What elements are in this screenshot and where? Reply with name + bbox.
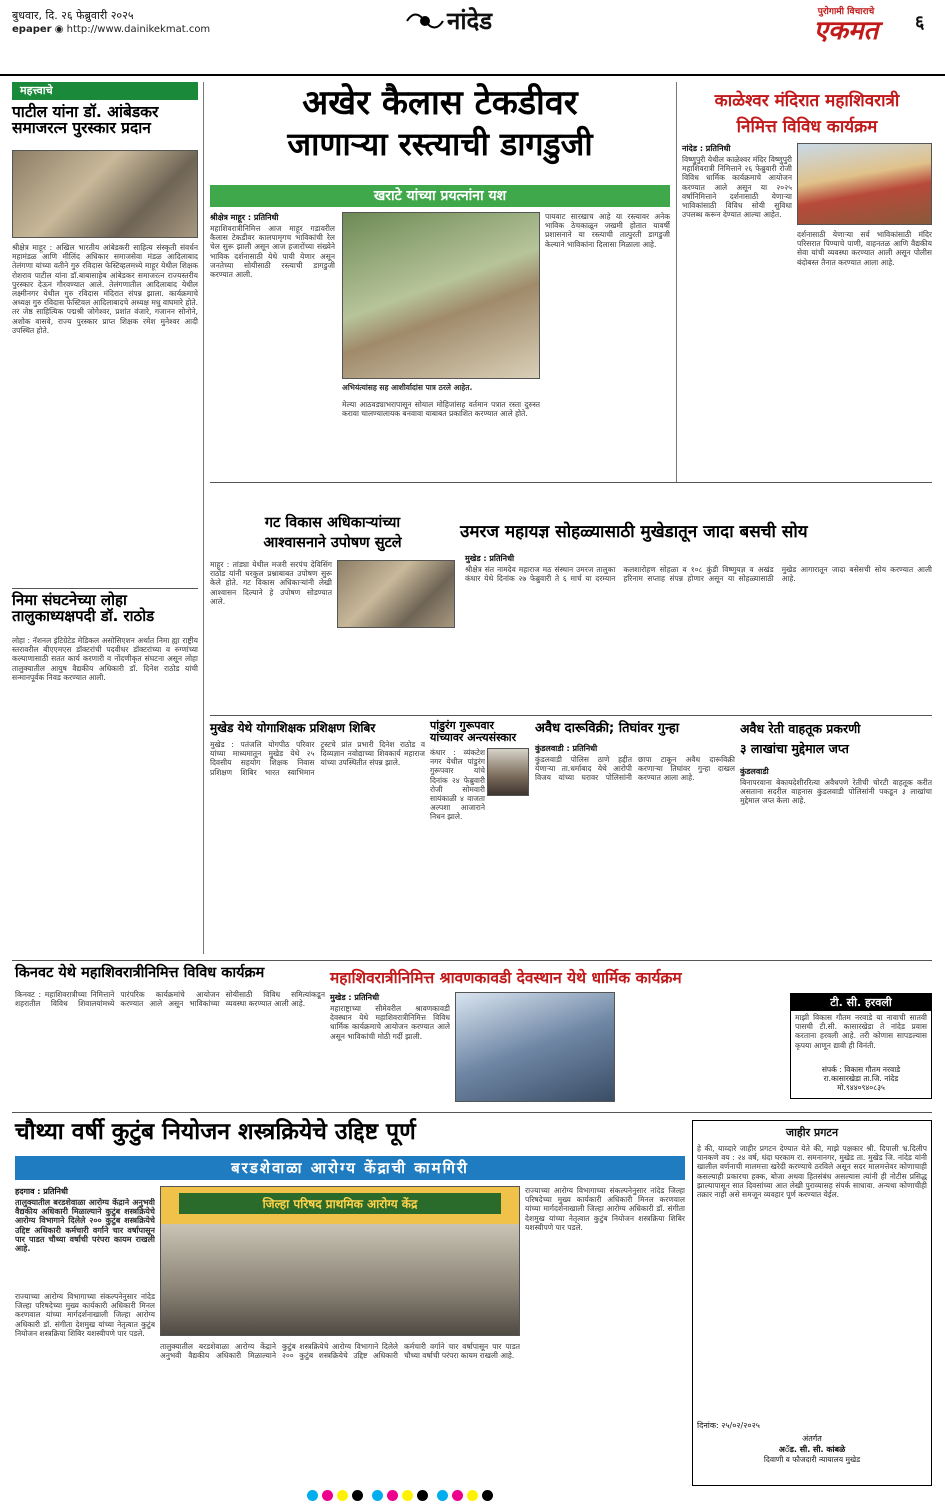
website-link[interactable]: http://www.dainikekmat.com — [66, 24, 211, 35]
shiva-photo — [455, 992, 615, 1102]
print-registration-marks — [305, 1486, 645, 1498]
lead-headline-2: जाणाऱ्या रस्त्याची डागडुजी — [287, 125, 593, 163]
tc-phone: मो.९४४०९४०८३५ — [837, 1083, 885, 1092]
divider — [210, 482, 932, 483]
family-lead: तालुक्यातील बरडशेवाळा आरोग्य केंद्राने अनुभवी वैद्यकीय अधिकारी मिळाल्याने कुटुंब शस्त्रक्रियेचे आरोग्य विभागाने दिलेले २०० कुटुंब शस्त्रक्रियेचे उद्दिष्ट अधिकारी कर्मचारी वर्गाने चार वर्षापासून पार पाडत चौथ्या वर्षाची परंपरा कायम राखली आहे. — [15, 1198, 155, 1254]
umraj-dateline: मुखेड : प्रतिनिधी — [465, 554, 515, 563]
liquor-headline: अवैध दारूविक्री; तिघांवर गुन्हा — [535, 721, 680, 736]
ornament-left-icon — [405, 6, 445, 36]
masthead — [0, 0, 945, 76]
brand-logo — [790, 4, 902, 50]
shravan-dateline: मुखेड : प्रतिनिधी — [330, 993, 380, 1002]
gat-body: माहूर : तांड्या येथील मजरी सरपंच देविसिंग राठोड यांनी घरकुल प्रश्नाबाबत उपोषण सुरू केले होते. गट विकास अधिकाऱ्यांनी लेखी आश्वासन दिल्याने हे उपोषण सोडण्यात आले. — [210, 560, 332, 606]
lead-dateline: श्रीक्षेत्र माहूर : प्रतिनिधी — [210, 213, 279, 222]
brand-tagline: पुरोगामी विचाराचे — [817, 7, 875, 17]
tc-contact-label: संपर्क : — [821, 1065, 842, 1074]
notice-body: हे की, याव्दारे जाहीर प्रगटन देण्यात येते की, माझे पक्षकार श्री. दिपाली भ्र.दिलीप पानकणे वय : २४ वर्ष, धंदा घरकाम रा. समनानगर, मुखेड ता. मुखेड जि. नांदेड यांनी खालील वर्णनाची मालमत्ता खरेदी करण्याचे ठरविले असून सदर मालमत्तेवर कोणाचाही कसल्याही प्रकारचा हक्क, बोजा अथवा हितसंबंध असल्यास त्यांनी ही नोटीस प्रसिद्ध झाल्यापासून सात दिवसांच्या आत लेखी पुराव्यासह संपर्क साधावा. अन्यथा कोणाचीही तक्रार नाही असे समजून व्यवहार पूर्ण करण्यात येईल. — [697, 1144, 927, 1200]
lead-col1: महाशिवरात्रीनिमित्त आज माहूर गडावरील कैलास टेकडीवर कालपामृगच भाविकांची रेल चेल सुरू झाली असून आज हजारोंच्या संख्येने भाविक दर्शनासाठी येथे पायी येणार असून जनतेच्या सोयीसाठी रस्त्याची डागडुजी करण्यात आली. — [210, 224, 335, 280]
temple-body: विष्णुपुरी येथील काळेश्वर मंदिर विष्णुपुरी महाशिवरात्री निमित्ताने २६ फेब्रुवारी रोजी विविध धार्मिक कार्यक्रमाचे आयोजन करण्यात आले असून या २०२५ वर्षानिमित्ताने दर्शनासाठी येणाऱ्या भाविकांसाठी विविध सोयी सुविधा उपलब्ध करून देण्यात आल्या आहेत. — [682, 155, 792, 220]
group-photo — [160, 1186, 520, 1336]
divider — [12, 1112, 932, 1113]
hospital-sign: जिल्हा परिषद प्राथमिक आरोग्य केंद्र — [179, 1193, 501, 1214]
story2-headline: निमा संघटनेच्या लोहा तालुकाध्यक्षपदी डॉ. राठोड — [12, 591, 155, 625]
sand-headline-2: ३ लाखांचा मुद्देमाल जप्त — [740, 741, 849, 756]
legal-notice-box — [692, 1120, 932, 1486]
obit-portrait — [487, 748, 529, 796]
brand-name: एकमत — [813, 16, 879, 46]
date-line: बुधवार, दि. २६ फेब्रुवारी २०२५ — [12, 9, 134, 22]
globe-icon: ◉ — [54, 24, 64, 35]
divider — [12, 960, 932, 961]
city-title: नांदेड — [447, 7, 493, 35]
gat-headline-1: गट विकास अधिकाऱ्यांच्या — [264, 515, 401, 531]
divider — [210, 715, 932, 716]
family-body-lower: तालुक्यातील बरडशेवाळा आरोग्य केंद्राने अनुभवी वैद्यकीय अधिकारी मिळाल्याने कुटुंब शस्त्रक्रियेचे आरोग्य विभागाने दिलेले २०० कुटुंब शस्त्रक्रियेचे उद्दिष्ट अधिकारी कर्मचारी वर्गाने चार वर्षापासून पार पाडत चौथ्या वर्षाची परंपरा कायम राखली आहे. — [160, 1342, 520, 1361]
column-rule — [676, 82, 677, 482]
tc-notice-box — [790, 993, 932, 1099]
family-dateline: हदगाव : प्रतिनिधी — [15, 1187, 68, 1196]
tc-contact-name: विकास गौतम नरवाडे — [844, 1065, 901, 1074]
lead-band: खराटे यांच्या प्रयत्नांना यश — [210, 185, 670, 207]
umraj-body: श्रीक्षेत्र संत नामदेव महाराज मठ संस्थान उमरज तालुका कंधार येथे दिनांक २७ फेब्रुवारी ते ६ मार्च या दरम्यान कलशारोहण सोहळा व १०८ कुंडी विष्णुयज्ञ व अखंड हरिनाम सप्ताह संपन्न होणार असून या सोहळ्यासाठी मुखेड आगारातून जादा बसेसची सोय करण्यात आली आहे. — [465, 565, 932, 584]
yoga-body: मुखेड : पतंजलि योगपीठ परिवार यांच्या माध्यमातून मुखेड येथे २५ दिवसीय सहयोग शिक्षक निवास प्रशिक्षण शिबिर भारत स्वाभिमान ट्रस्टचे प्रांत प्रभारी दिनेश राठोड व दिव्यज्ञान नवोद्याच्या शिवकार्य महाराज यांच्या उपस्थितीत संपन्न झाले. — [210, 740, 425, 777]
notice-signed-label: अंतर्गत — [802, 1434, 822, 1443]
sand-body: बिनापरवाना बेकायदेशीररित्या अवैधपणे रेतीची चोरटी वाहतूक करीत असताना सदरील वाहनास कुंडलवाडी पोलिसांनी पकडून ३ लाखांचा मुद्देमाल जप्त केला आहे. — [740, 778, 932, 806]
family-headline: चौथ्या वर्षी कुटुंब नियोजन शस्त्रक्रियेचे उद्दिष्ट पूर्ण — [15, 1119, 416, 1145]
notice-court: दिवाणी व फौजदारी न्यायालय मुखेड — [763, 1455, 861, 1464]
story1-headline: पाटील यांना डॉ. आंबेडकर समाजरत्न पुरस्कार प्रदान — [12, 103, 159, 138]
sand-dateline: कुंडलवाडी — [740, 767, 769, 776]
page-number: ६ — [915, 12, 925, 33]
shravan-body: महाराष्ट्राच्या सीमेवरील श्रावणकावडी देवस्थान येथे महाशिवरात्रीनिमित्त विविध धार्मिक कार्यक्रमाचे आयोजन करण्यात आले असून भाविकांची मोठी गर्दी झाली. — [330, 1004, 450, 1041]
sand-headline-1: अवैध रेती वाहतूक प्रकरणी — [740, 721, 861, 736]
liquor-body: कुंडलवाडी पोलिस ठाणे हद्दीत येणाऱ्या ता.धर्माबाद येथे आरोपी विजय यांच्या घरावर पोलिसांनी छापा टाकून अवैध दारूविक्री करणाऱ्या तिघांवर गुन्हा दाखल करण्यात आला आहे. — [535, 755, 735, 783]
temple-body-b: दर्शनासाठी येणाऱ्या सर्व भाविकांसाठी मंदिर परिसरात पिण्याचे पाणी, वाहनतळ आणि वैद्यकीय सेवा यांची व्यवस्था करण्यात आली असून पोलीस बंदोबस्त तैनात करण्यात आला आहे. — [797, 230, 932, 267]
city-emblem — [405, 4, 541, 38]
shravan-headline: महाशिवरात्रीनिमित्त श्रावणकावडी देवस्थान येथे धार्मिक कार्यक्रम — [330, 969, 682, 987]
epaper-line — [12, 24, 210, 35]
family-body: राज्याच्या आरोग्य विभागाच्या संकल्पनेनुसार नांदेड जिल्हा परिषदेच्या मुख्य कार्यकारी अधिकारी मिनल करणवाल यांच्या मार्गदर्शनाखाली जिल्हा आरोग्य अधिकारी डॉ. संगीता देशमुख यांच्या नेतृत्वात कुटुंब नियोजन शस्त्रक्रिया शिबिर यशस्वीपणे पार पडले. — [15, 1292, 155, 1338]
epaper-label: epaper — [12, 24, 52, 35]
tc-headline: टी. सी. हरवली — [791, 994, 931, 1011]
obit-body: कंधार : व्यंकटेश नगर येथील पांडुरंग गुरूपवार यांचे दिनांक २४ फेब्रुवारी रोजी सोमवारी सायंकाळी ४ वाजता अल्पशा आजाराने निधन झाले. — [430, 748, 485, 822]
temple-headline-2: निमित्त विविध कार्यक्रम — [736, 117, 878, 137]
lead-body2: मेल्या आठवड्याभरापासून सोयाल मोहिजांसह वर्तमान पत्रात रस्ता दुरुस्त करावा चालण्यालायक बनवावा याबाबत प्रकाशित करण्यात आले होते. — [342, 400, 540, 419]
notice-advocate: अॅड. सी. सी. कांबळे — [778, 1445, 846, 1454]
temple-dateline: नांदेड : प्रतिनिधी — [682, 144, 731, 153]
lead-col2: पायवाट सारखाच आहे या रस्त्यावर अनेक भाविक ठेचकाळून जखमी होतात यावर्षी प्रशासनाने या रस्त्याची तात्पुरती डागडुजी केल्याने भाविकांना दिलासा मिळाला आहे. — [545, 212, 670, 249]
obit-headline: पांडुरंग गुरूपवार यांच्यावर अन्त्यसंस्कार — [430, 719, 517, 744]
liquor-dateline: कुंडलवाडी : प्रतिनिधी — [535, 744, 598, 753]
column-rule — [203, 82, 204, 954]
kinwat-headline: किनवट येथे महाशिवरात्रीनिमित्त विविध कार्यक्रम — [15, 965, 265, 981]
tc-contact — [791, 1065, 931, 1092]
notice-date: दिनांक: २५/०२/२०२५ — [697, 1421, 760, 1430]
protest-photo — [337, 560, 455, 628]
temple-photo — [797, 143, 932, 225]
story2-body: लोहा : नॅशनल इंटिग्रेटेड मेडिकल असोसिएशन अर्थात निमा ह्या राष्ट्रीय स्तरावरील बीएएमएस डॉक्टरांची पदवीधर डॉक्टरांच्या व रुग्णांच्या कल्याणासाठी सतत कार्य करणारी व नोंदणीकृत संघटना असून लोहा तालुक्यातील आयुष वैद्यकीय अधिकारी डॉ. दिनेश राठोड यांची सन्मानपूर्वक निवड करण्यात आली. — [12, 636, 198, 682]
notice-headline: जाहीर प्रगटन — [785, 1126, 839, 1139]
award-photo — [12, 150, 198, 238]
family-band: बरडशेवाळा आरोग्य केंद्राची कामगिरी — [15, 1156, 685, 1180]
yoga-headline: मुखेड येथे योगाशिक्षक प्रशिक्षण शिबिर — [210, 721, 376, 735]
lead-headline-1: अखेर कैलास टेकडीवर — [302, 83, 578, 123]
umraj-headline: उमरज महायज्ञ सोहळ्यासाठी मुखेडातून जादा बसची सोय — [460, 522, 808, 542]
tc-body: माझी विकास गौतम नरवाडे या नावाची सातवी पासची टी.सी. कासारखेडा ते नांदेड प्रवास करताना हरवली आहे. तरी कोणास सापडल्यास कृपया आणून द्यावी ही विनंती. — [795, 1013, 927, 1050]
lead-caption: अभियंत्यांसह सह आशीर्वादांस पात्र ठरले आहेत. — [342, 383, 473, 392]
tc-address: रा.कासारखेडा ता.जि. नांदेड — [823, 1074, 899, 1083]
road-photo — [342, 212, 540, 379]
family-body-right: राज्याच्या आरोग्य विभागाच्या संकल्पनेनुसार नांदेड जिल्हा परिषदेच्या मुख्य कार्यकारी अधिकारी मिनल करणवाल यांच्या मार्गदर्शनाखाली जिल्हा आरोग्य अधिकारी डॉ. संगीता देशमुख यांच्या नेतृत्वात कुटुंब नियोजन शस्त्रक्रिया शिबिर यशस्वीपणे पार पडले. — [525, 1186, 685, 1232]
divider — [12, 588, 198, 589]
temple-headline-1: काळेश्वर मंदिरात महाशिवरात्री — [714, 91, 900, 111]
gat-headline-2: आश्वासनाने उपोषण सुटले — [263, 535, 402, 551]
important-badge: महत्त्वाचे — [12, 82, 198, 100]
kinwat-body: किनवट : महाशिवरात्रीच्या निमित्ताने शहरातील विविध शिवालयांमध्ये पारंपरिक कार्यक्रमांचे आयोजन करण्यात आले असून भाविकांच्या सोयीसाठी विविध समित्यांकडून व्यवस्था करण्यात आली आहे. — [15, 990, 325, 1009]
story1-body: श्रीक्षेत्र माहूर : अखिल भारतीय आंबेडकरी साहित्य संस्कृती संवर्धन महामंडळ आणि मीलिंद अधिकार समाजसेवा मंडळ आदिलाबाद तेलंगणा यांच्या वतीने गुरु रविदास फेस्टिव्हलमध्ये माहूर येथील शिक्षक रोशराव पाटील यांना डॉ.बाबासाहेब आंबेडकर समाजरत्न राज्यस्तरीय पुरस्कार देऊन गौरवण्यात आले. तेलंगणातील आदिलाबाद येथील लक्ष्मीनगर येथील गुरु रविदास मंदिरात संपन्न झाला. कार्यक्रमाचे अध्यक्ष गुरु रविदास फेस्टिवल आदिलाबादचे अध्यक्ष मधु वाघमारे होते. तर जेष्ठ साहित्यिक पद्मश्री जोगेश्वर, प्रशांत वंजारे, गजानन सोनोने, अशोक वासवे, राज्य पुरस्कार प्राप्त शिक्षक रमेश मुनेश्वर आदी उपस्थित होते. — [12, 243, 198, 335]
